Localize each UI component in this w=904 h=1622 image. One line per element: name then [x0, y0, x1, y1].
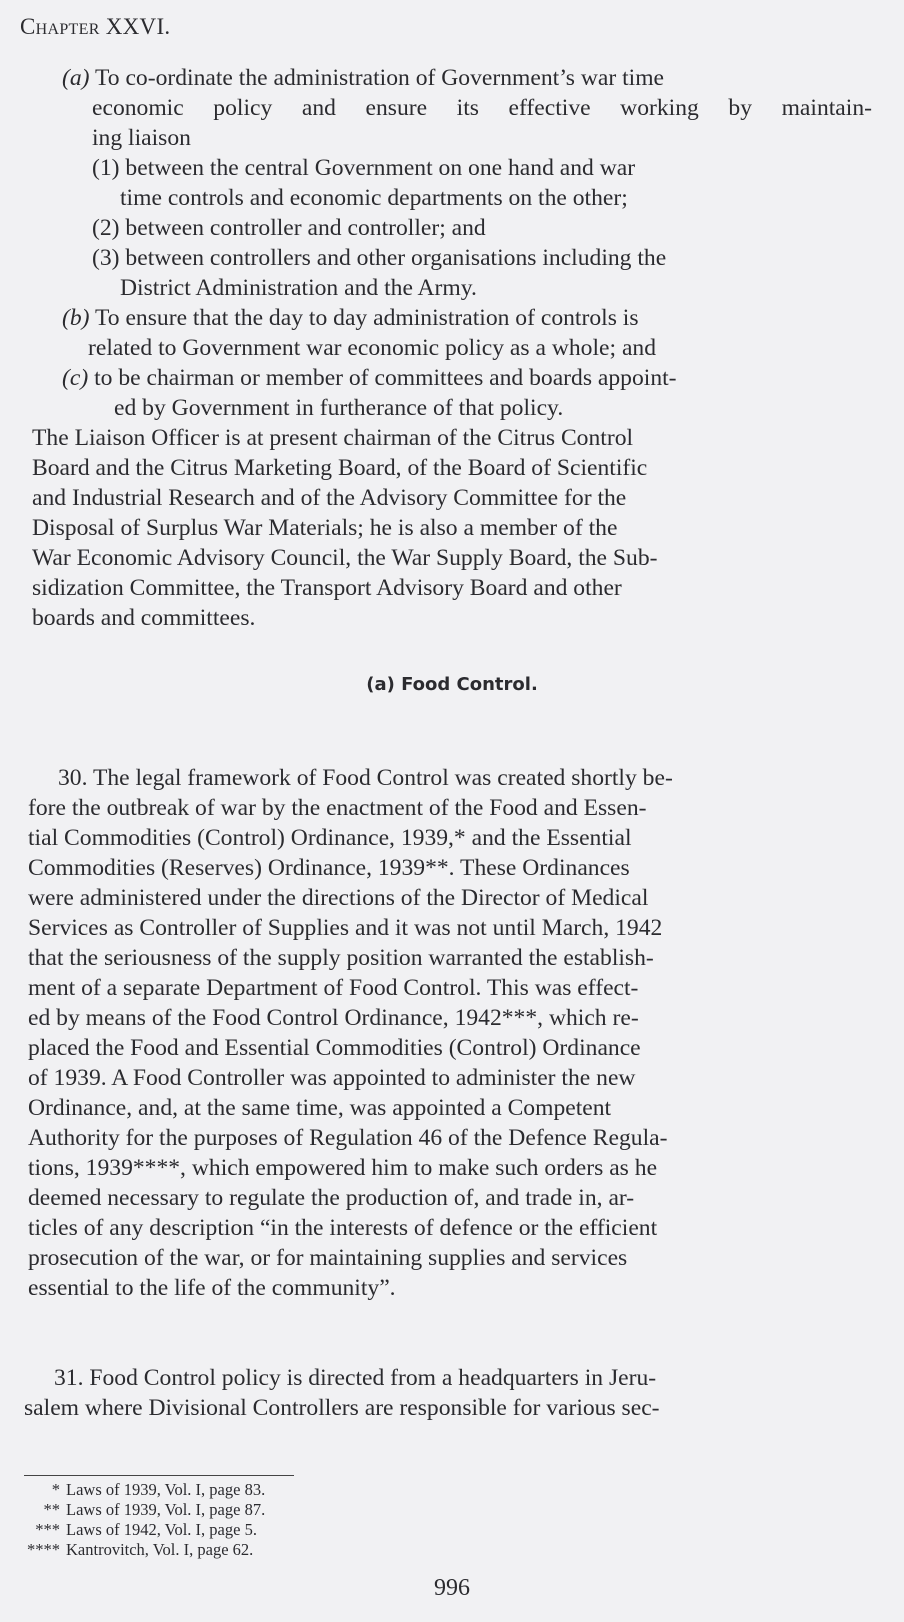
text: between the central Government on one hand and war — [125, 155, 636, 181]
paragraph-line: ed by means of the Food Control Ordinance, 1942***, which re- — [28, 1005, 639, 1031]
item-c-line-2: ed by Government in furtherance of that policy. — [114, 395, 564, 421]
item-b-line-2: related to Government war economic policy as a whole; and — [88, 335, 657, 361]
paragraph-line: boards and committees. — [32, 605, 256, 631]
paragraph-line: that the seriousness of the supply position warranted the establish- — [28, 945, 654, 971]
paragraph-line: salem where Divisional Controllers are responsible for various sec- — [24, 1395, 660, 1421]
sub-item-3-label: (3) — [92, 245, 120, 271]
footnote-text: Kantrovitch, Vol. I, page 62. — [66, 1540, 254, 1559]
text: To ensure that the day to day administration of controls is — [95, 305, 639, 331]
paragraph-line: tial Commodities (Control) Ordinance, 1939,* and the Essential — [28, 825, 632, 851]
sub-item-1-line-1 — [92, 153, 872, 183]
footnote-text: Laws of 1939, Vol. I, page 83. — [66, 1480, 266, 1499]
item-a-line-2: economic policy and ensure its effective working by maintain- — [92, 95, 872, 121]
text: to be chairman or member of committees and boards appoint- — [94, 365, 677, 391]
text: between controller and controller; and — [125, 215, 486, 241]
footnote-rule — [24, 1475, 294, 1476]
paragraph-line: 31. Food Control policy is directed from a headquarters in Jeru- — [54, 1365, 657, 1391]
item-b-label: (b) — [62, 305, 90, 331]
footnote-mark: **** — [27, 1540, 60, 1559]
paragraph-line: Ordinance, and, at the same time, was appointed a Competent — [28, 1095, 612, 1121]
paragraph-line: sidization Committee, the Transport Advisory Board and other — [32, 575, 622, 601]
paragraph-line: Services as Controller of Supplies and it was not until March, 1942 — [28, 915, 663, 941]
sub-item-3-line-1 — [92, 243, 666, 273]
page-number: 996 — [434, 1575, 470, 1601]
item-c-label: (c) — [62, 365, 89, 391]
paragraph-line: Board and the Citrus Marketing Board, of the Board of Scientific — [32, 455, 648, 481]
paragraph-line: fore the outbreak of war by the enactment of the Food and Essen- — [28, 795, 647, 821]
sub-item-1-label: (1) — [92, 155, 120, 181]
paragraph-line: 30. The legal framework of Food Control was created shortly be- — [58, 765, 673, 791]
item-b-line-1 — [62, 303, 639, 333]
paragraph-line: were administered under the directions of the Director of Medical — [28, 885, 649, 911]
chapter-header — [20, 14, 170, 40]
footnote-mark: * — [51, 1480, 60, 1499]
paragraph-line: placed the Food and Essential Commodities (Control) Ordinance — [28, 1035, 641, 1061]
sub-item-2-line-1 — [92, 213, 486, 243]
item-a-label: (a) — [62, 65, 90, 91]
paragraph-line: prosecution of the war, or for maintaining supplies and services — [28, 1245, 628, 1271]
paragraph-line: Commodities (Reserves) Ordinance, 1939**. These Ordinances — [28, 855, 630, 881]
footnote-mark: *** — [35, 1520, 60, 1539]
item-a-line-3: ing liaison — [92, 125, 191, 151]
paragraph-line: deemed necessary to regulate the production of, and trade in, ar- — [28, 1185, 635, 1211]
chapter-title: Chapter XXVI. — [20, 14, 171, 39]
sub-item-2-label: (2) — [92, 215, 120, 241]
footnote-text: Laws of 1942, Vol. I, page 5. — [66, 1520, 257, 1539]
footnote-mark: ** — [43, 1500, 60, 1519]
item-a-line-1 — [62, 63, 872, 93]
sub-item-3-line-2: District Administration and the Army. — [120, 275, 477, 301]
footnote-text: Laws of 1939, Vol. I, page 87. — [66, 1500, 266, 1519]
paragraph-line: War Economic Advisory Council, the War Supply Board, the Sub- — [32, 545, 658, 571]
section-heading: (a) Food Control. — [366, 674, 538, 695]
paragraph-line: ticles of any description “in the interests of defence or the efficient — [28, 1215, 658, 1241]
text: between controllers and other organisations including the — [125, 245, 667, 271]
sub-item-1-line-2: time controls and economic departments on the other; — [120, 185, 628, 211]
paragraph-line: essential to the life of the community”. — [28, 1275, 396, 1301]
paragraph-line: and Industrial Research and of the Advisory Committee for the — [32, 485, 627, 511]
paragraph-line: of 1939. A Food Controller was appointed to administer the new — [28, 1065, 636, 1091]
paragraph-line: The Liaison Officer is at present chairman of the Citrus Control — [32, 425, 634, 451]
paragraph-line: ment of a separate Department of Food Control. This was effect- — [28, 975, 639, 1001]
paragraph-line: tions, 1939****, which empowered him to make such orders as he — [28, 1155, 658, 1181]
footnote — [0, 1520, 257, 1540]
footnote — [0, 1500, 265, 1520]
paragraph-line: Disposal of Surplus War Materials; he is also a member of the — [32, 515, 618, 541]
item-c-line-1 — [62, 363, 677, 393]
text: To co-ordinate the administration of Government’s war time — [95, 65, 665, 91]
footnote — [0, 1480, 265, 1500]
footnote — [0, 1540, 253, 1560]
paragraph-line: Authority for the purposes of Regulation 46 of the Defence Regula- — [28, 1125, 668, 1151]
